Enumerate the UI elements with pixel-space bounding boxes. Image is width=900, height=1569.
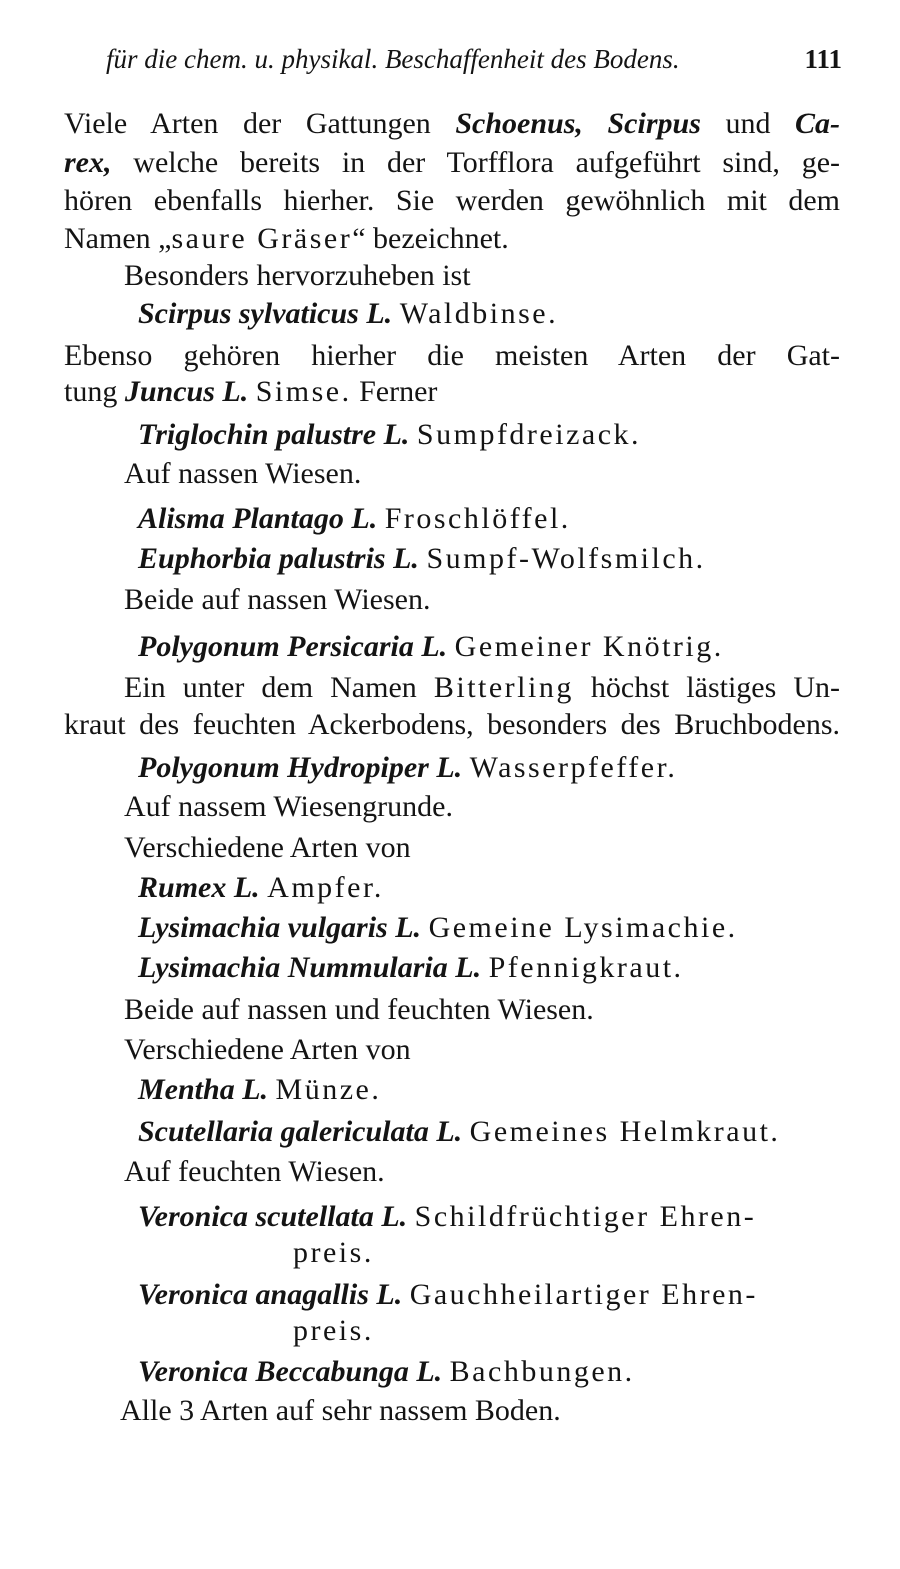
species-latin: Alisma Plantago L.	[138, 502, 378, 535]
species-line	[138, 950, 684, 986]
habitat-note: Auf nassen Wiesen.	[124, 457, 362, 490]
species-line	[138, 417, 641, 453]
species-latin: Veronica scutellata L.	[138, 1200, 408, 1233]
species-latin: Veronica anagallis L.	[138, 1278, 403, 1311]
habitat-note: Beide auf nassen und feuchten Wiesen.	[124, 993, 594, 1026]
species-latin: Rumex L.	[138, 871, 260, 904]
text-line: Ein unter dem Namen Bitterling höchst lästiges Un-	[124, 671, 840, 704]
species-line	[138, 1114, 780, 1150]
species-line	[138, 1277, 758, 1313]
text-line: tung Juncus L. Simse. Ferner	[64, 375, 438, 408]
species-latin: Polygonum Persicaria L.	[138, 630, 448, 663]
genus-name: rex,	[64, 146, 112, 179]
text-line: Namen „saure Gräser“ bezeichnet.	[64, 222, 509, 255]
genus-name: Scirpus	[607, 107, 701, 140]
species-latin: Polygonum Hydropiper L.	[138, 751, 463, 784]
species-common: Sumpf-Wolfsmilch.	[426, 542, 706, 575]
species-latin: Triglochin palustre L.	[138, 418, 410, 451]
species-common: Pfennigkraut.	[488, 951, 684, 984]
species-common: Waldbinse.	[399, 297, 559, 330]
spaced-term: Bitterling	[433, 671, 574, 704]
species-latin: Juncus L.	[124, 375, 249, 408]
species-line	[138, 629, 724, 665]
species-latin: Veronica Beccabunga L.	[138, 1355, 443, 1388]
species-common-continuation: preis.	[293, 1236, 374, 1269]
page-number: 111	[804, 44, 842, 74]
habitat-note: Auf nassem Wiesengrunde.	[124, 790, 453, 823]
species-common: Froschlöffel.	[384, 502, 571, 535]
species-common: Münze.	[275, 1073, 382, 1106]
species-common: Bachbungen.	[449, 1355, 635, 1388]
running-title: für die chem. u. physikal. Beschaffenheit des Bodens.	[106, 44, 680, 74]
species-line	[138, 296, 558, 332]
text-line: Viele Arten der Gattungen Schoenus, Scirpus und Ca-	[64, 107, 841, 140]
species-common: Sumpfdreizack.	[416, 418, 642, 451]
species-line	[138, 501, 571, 537]
species-common: Gemeine Lysimachie.	[428, 911, 738, 944]
text-line: kraut des feuchten Ackerbodens, besonders des Bruchbodens.	[64, 708, 840, 741]
habitat-note: Auf feuchten Wiesen.	[124, 1155, 385, 1188]
species-latin: Lysimachia vulgaris L.	[138, 911, 422, 944]
species-line	[138, 750, 677, 786]
species-common: Wasserpfeffer.	[469, 751, 678, 784]
text-line: Ebenso gehören hierher die meisten Arten der Gat-	[64, 339, 840, 372]
genus-name: Ca-	[795, 107, 841, 140]
species-common: Schildfrüchtiger Ehren-	[414, 1200, 757, 1233]
species-common: Gemeiner Knötrig.	[454, 630, 724, 663]
species-line	[138, 870, 384, 906]
species-latin: Scutellaria galericulata L.	[138, 1115, 463, 1148]
species-common: Gemeines Helmkraut.	[469, 1115, 781, 1148]
habitat-note: Beide auf nassen Wiesen.	[124, 583, 431, 616]
text-line: Besonders hervorzuheben ist	[124, 259, 471, 292]
species-latin: Mentha L.	[138, 1073, 269, 1106]
species-line	[138, 1072, 381, 1108]
species-common: Ampfer.	[267, 871, 384, 904]
species-latin: Lysimachia Nummularia L.	[138, 951, 482, 984]
page-header	[100, 44, 842, 84]
species-common: Simse.	[255, 375, 352, 408]
species-common-continuation: preis.	[293, 1314, 374, 1347]
text-line: Verschiedene Arten von	[124, 1033, 411, 1066]
species-line	[138, 1354, 635, 1390]
species-latin: Scirpus sylvaticus L.	[138, 297, 393, 330]
text-line: hören ebenfalls hierher. Sie werden gewöhnlich mit dem	[64, 184, 840, 217]
text-line: rex, welche bereits in der Torfflora aufgeführt sind, ge-	[64, 146, 840, 179]
species-line	[138, 910, 738, 946]
text-line: Verschiedene Arten von	[124, 831, 411, 864]
spaced-term: saure Gräser	[171, 222, 353, 255]
genus-name: Schoenus,	[455, 107, 583, 140]
species-common: Gauchheilartiger Ehren-	[409, 1278, 758, 1311]
habitat-note: Alle 3 Arten auf sehr nassem Boden.	[120, 1394, 561, 1427]
species-latin: Euphorbia palustris L.	[138, 542, 419, 575]
species-line	[138, 1199, 756, 1235]
species-line	[138, 541, 706, 577]
